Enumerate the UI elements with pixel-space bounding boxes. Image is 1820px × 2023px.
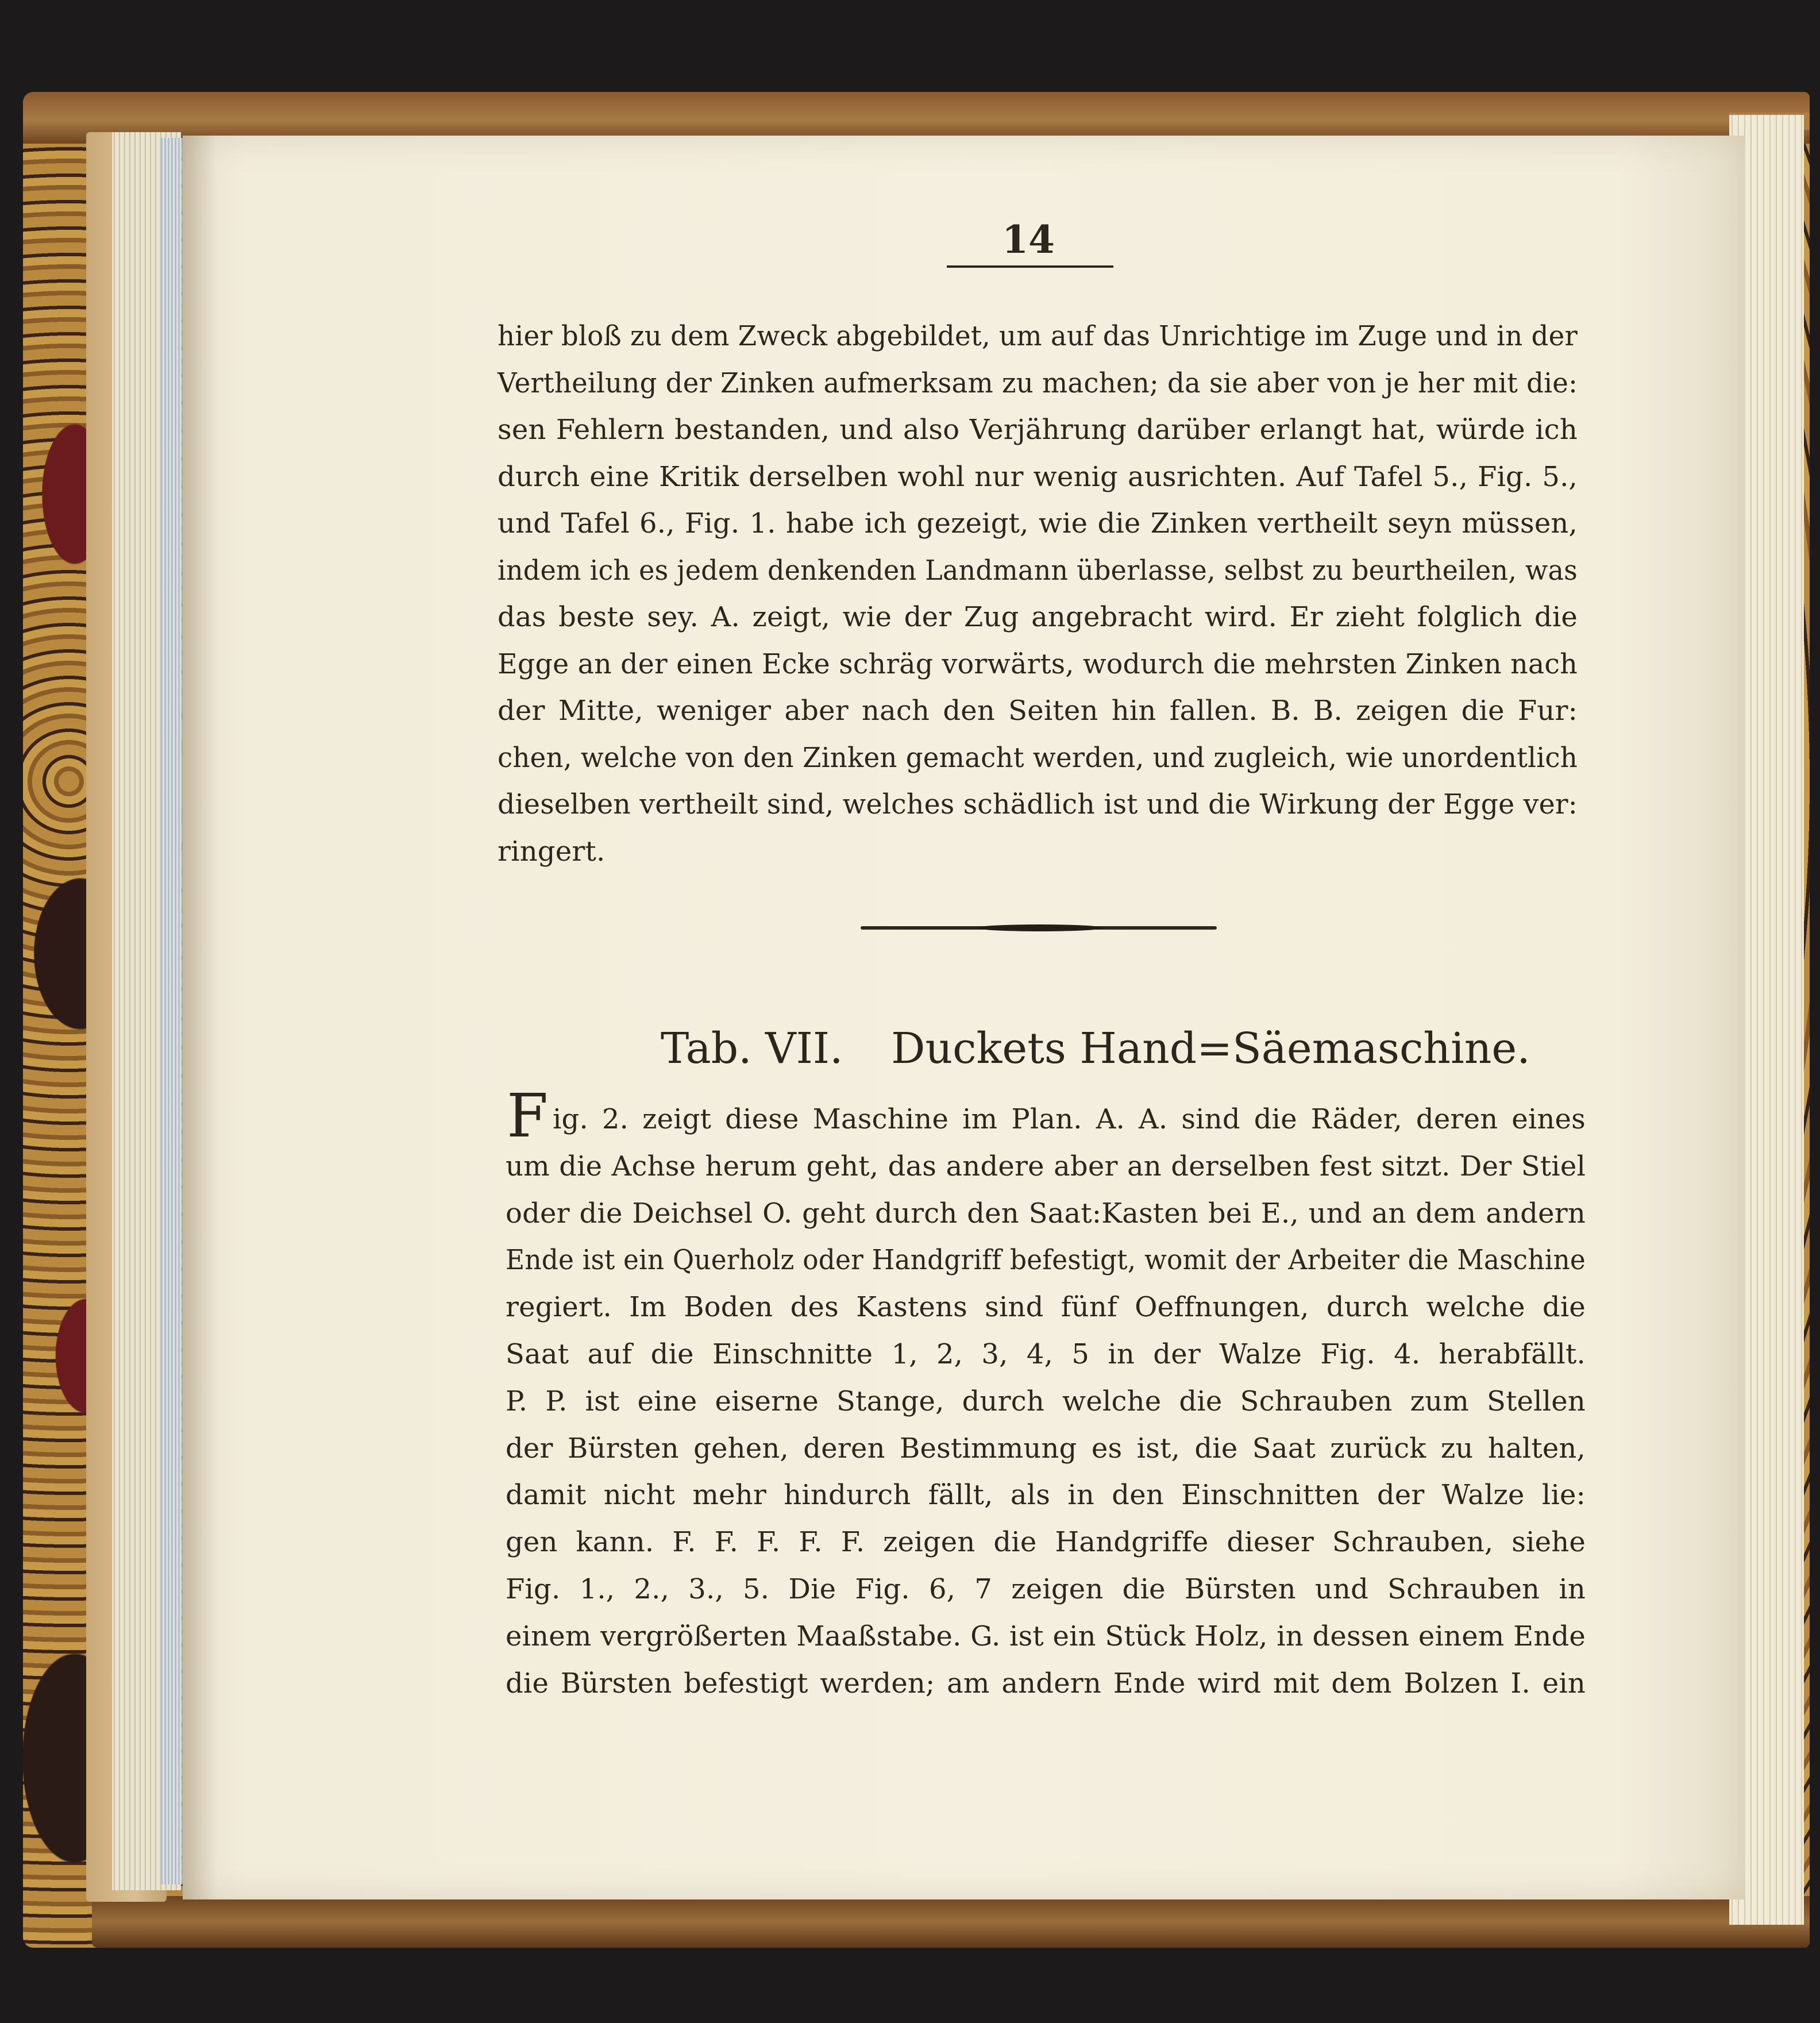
section-divider-swell xyxy=(977,924,1103,931)
paragraph-continued xyxy=(498,320,1578,872)
text-line: hier bloß zu dem Zweck abgebildet, um auf das Unrichtige im Zuge und in der xyxy=(498,320,1578,352)
text-line: um die Achse herum geht, das andere aber an derselben fest sitzt. Der Stiel xyxy=(506,1150,1586,1182)
text-line: oder die Deichsel O. geht durch den Saat:Kasten bei E., und an dem andern xyxy=(506,1197,1586,1230)
text-line: Ende ist ein Querholz oder Handgriff befestigt, womit der Arbeiter die Maschine xyxy=(506,1244,1586,1277)
text-line: Fig. 1., 2., 3., 5. Die Fig. 6, 7 zeigen die Bürsten und Schrauben in xyxy=(506,1573,1586,1605)
text-line: Egge an der einen Ecke schräg vorwärts, wodurch die mehrsten Zinken nach xyxy=(498,648,1578,680)
text-line: durch eine Kritik derselben wohl nur wenig ausrichten. Auf Tafel 5., Fig. 5., xyxy=(498,460,1578,493)
text-line: ig. 2. zeigt diese Maschine im Plan. A. A. sind die Räder, deren eines xyxy=(553,1103,1586,1135)
page-number-rule xyxy=(947,265,1113,268)
text-line: einem vergrößerten Maaßstabe. G. ist ein Stück Holz, in dessen einem Ende xyxy=(506,1620,1586,1652)
page-number: 14 xyxy=(1002,217,1055,262)
text-line: das beste sey. A. zeigt, wie der Zug angebracht wird. Er zieht folglich die xyxy=(498,601,1578,633)
text-line: ringert. xyxy=(498,835,606,868)
text-line: indem ich es jedem denkenden Landmann überlasse, selbst zu beurtheilen, was xyxy=(498,554,1578,587)
text-line: chen, welche von den Zinken gemacht werden, und zugleich, wie unordentlich xyxy=(498,741,1578,774)
text-line: der Mitte, weniger aber nach den Seiten hin fallen. B. B. zeigen die Fur: xyxy=(498,695,1578,727)
text-line: dieselben vertheilt sind, welches schädlich ist und die Wirkung der Egge ver: xyxy=(498,788,1578,820)
page-edges-tint xyxy=(161,138,184,1885)
text-line: Vertheilung der Zinken aufmerksam zu machen; da sie aber von je her mit die: xyxy=(498,367,1578,399)
text-line: damit nicht mehr hindurch fällt, als in den Einschnitten der Walze lie: xyxy=(506,1479,1586,1512)
plate-label: Tab. VII. xyxy=(661,1024,843,1073)
text-line: der Bürsten gehen, deren Bestimmung es ist, die Saat zurück zu halten, xyxy=(506,1432,1586,1465)
text-line: regiert. Im Boden des Kastens sind fünf Oeffnungen, durch welche die xyxy=(506,1291,1586,1324)
cover-bottom-edge xyxy=(92,1896,1810,1948)
drop-cap: F xyxy=(507,1081,549,1151)
section-title: Duckets Hand=Säemaschine. xyxy=(891,1024,1530,1073)
text-line: die Bürsten befestigt werden; am andern Ende wird mit dem Bolzen I. ein xyxy=(506,1667,1586,1700)
text-line: P. P. ist eine eiserne Stange, durch welche die Schrauben zum Stellen xyxy=(506,1385,1586,1417)
text-line: sen Fehlern bestanden, und also Verjährung darüber erlangt hat, würde ich xyxy=(498,414,1578,446)
text-line: gen kann. F. F. F. F. F. zeigen die Handgriffe dieser Schrauben, siehe xyxy=(506,1526,1586,1559)
text-line: Saat auf die Einschnitte 1, 2, 3, 4, 5 in der Walze Fig. 4. herabfällt. xyxy=(506,1338,1586,1370)
section-heading xyxy=(661,1024,1530,1073)
text-line: und Tafel 6., Fig. 1. habe ich gezeigt, wie die Zinken vertheilt seyn müssen, xyxy=(498,507,1578,540)
paragraph-machine-description xyxy=(506,1103,1586,1735)
page-gutter-shadow xyxy=(183,136,217,1899)
